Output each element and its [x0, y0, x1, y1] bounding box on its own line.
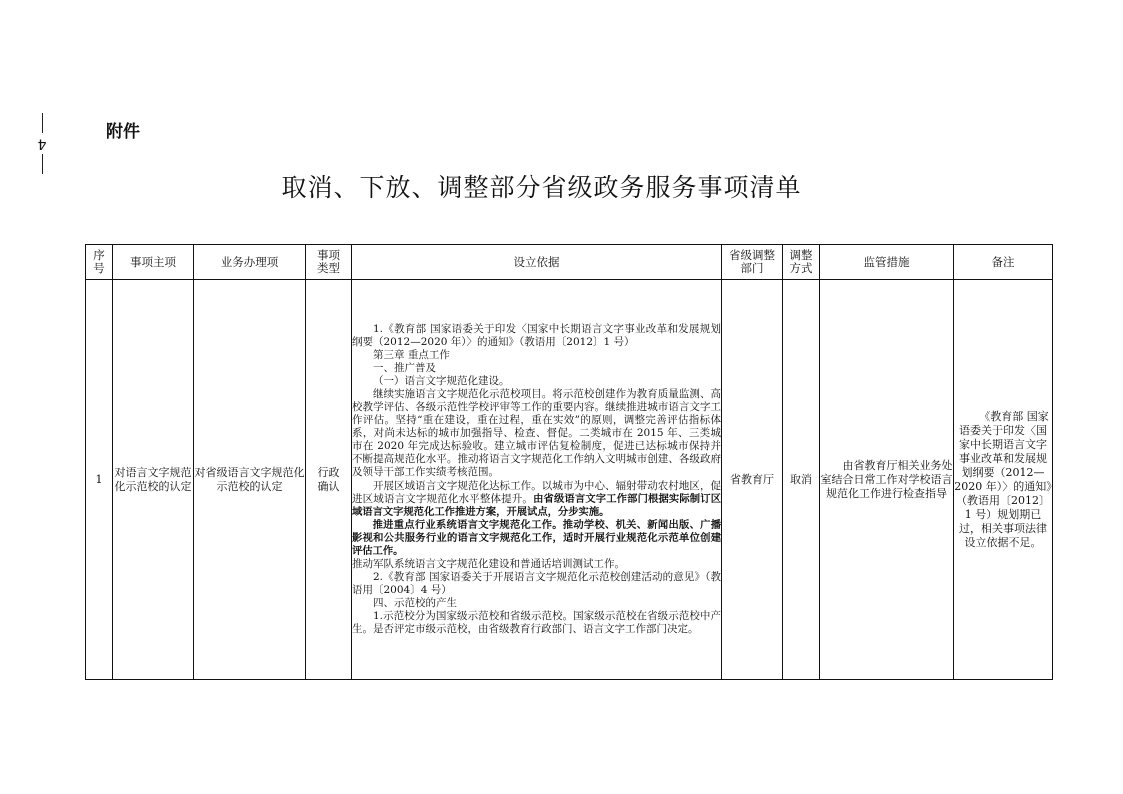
basis-paragraph: 1.示范校分为国家级示范校和省级示范校。国家级示范校在省级示范校中产生。是否评定市级示范校，由省级教育行政部门、语言文字工作部门决定。 — [352, 609, 721, 636]
header-item: 事项主项 — [113, 245, 194, 280]
basis-paragraph: 四、示范校的产生 — [373, 596, 457, 609]
basis-paragraph: 2.《教育部 国家语委关于开展语言文字规范化示范校创建活动的意见》（教语用〔2004〕4 号） — [352, 570, 721, 596]
basis-paragraph: 一、推广普及 — [373, 362, 436, 375]
page-number-dash-top — [42, 113, 43, 133]
header-supervision: 监管措施 — [820, 245, 954, 280]
table-row — [86, 280, 1053, 680]
cell-method: 取消 — [783, 280, 820, 680]
cell-item: 对语言文字规范化示范校的认定 — [113, 280, 194, 680]
header-type: 事项类型 — [306, 245, 352, 280]
page-number — [30, 113, 54, 174]
header-remark: 备注 — [954, 245, 1053, 280]
cell-type: 行政确认 — [306, 280, 352, 680]
basis-paragraph-bold: 推进重点行业系统语言文字规范化工作。推动学校、机关、新闻出版、广播影视和公共服务行业的语言文字规范化工作，适时开展行业规范化示范单位创建评估工作。 — [352, 518, 721, 557]
basis-paragraph: 推动军队系统语言文字规范化建设和普通话培训测试工作。 — [352, 557, 625, 570]
header-business: 业务办理项 — [194, 245, 306, 280]
attachment-label: 附件 — [106, 122, 140, 142]
cell-business: 对省级语言文字规范化示范校的认定 — [194, 280, 306, 680]
basis-paragraph: （一）语言文字规范化建设。 — [373, 375, 510, 388]
cell-basis — [352, 280, 722, 680]
basis-paragraph-bold-tail: 由省级语言文字工作部门根据实际制订区域语言文字规范化工作推进方案，开展试点，分步实施。 — [352, 492, 721, 518]
header-basis: 设立依据 — [352, 245, 722, 280]
basis-paragraph — [352, 480, 721, 519]
page-number-value: 4 — [37, 135, 47, 152]
basis-paragraph: 1.《教育部 国家语委关于印发〈国家中长期语言文字事业改革和发展规划纲要（2012—2020 年）〉的通知》（教语用〔2012〕1 号） — [352, 322, 721, 348]
cell-supervision: 由省教育厅相关业务处室结合日常工作对学校语言规范化工作进行检查指导 — [820, 280, 954, 680]
service-items-table — [85, 244, 1053, 680]
document-title: 取消、下放、调整部分省级政务服务事项清单 — [281, 173, 802, 202]
cell-index: 1 — [86, 280, 113, 680]
basis-paragraph: 第三章 重点工作 — [373, 349, 450, 362]
header-department: 省级调整部门 — [722, 245, 783, 280]
cell-remark: 《教育部 国家语委关于印发〈国家中长期语言文字事业改革和发展规划纲要（2012—2020 年）〉的通知》（教语用〔2012〕1 号）规划期已过，相关事项法律设立依据不足。 — [954, 280, 1053, 680]
header-method: 调整方式 — [783, 245, 820, 280]
header-index: 序号 — [86, 245, 113, 280]
cell-department: 省教育厅 — [722, 280, 783, 680]
basis-paragraph: 继续实施语言文字规范化示范校项目。将示范校创建作为教育质量监测、高校教学评估、各级示范性学校评审等工作的重要内容。继续推进城市语言文字工作评估。坚持“重在建设，重在过程，重在实效”的原则，调整完善评估指标体系，对尚未达标的城市加强指导、检查、督促。二类城市在 2015 年、三类城市在 2020 年完成达标验收。建立城市评估复检制度，促进已达标城市保持并不断提高规范化水平。推动将语言文字规范化工作纳入文明城市创建、各级政府及领导干部工作实绩考核范围。 — [352, 388, 721, 479]
table-header-row — [86, 245, 1053, 280]
basis-paragraph-text: 开展区域语言文字规范化达标工作。以城市为中心、辐射带动农村地区，促进区域语言文字规范化水平整体提升。 — [352, 479, 721, 505]
